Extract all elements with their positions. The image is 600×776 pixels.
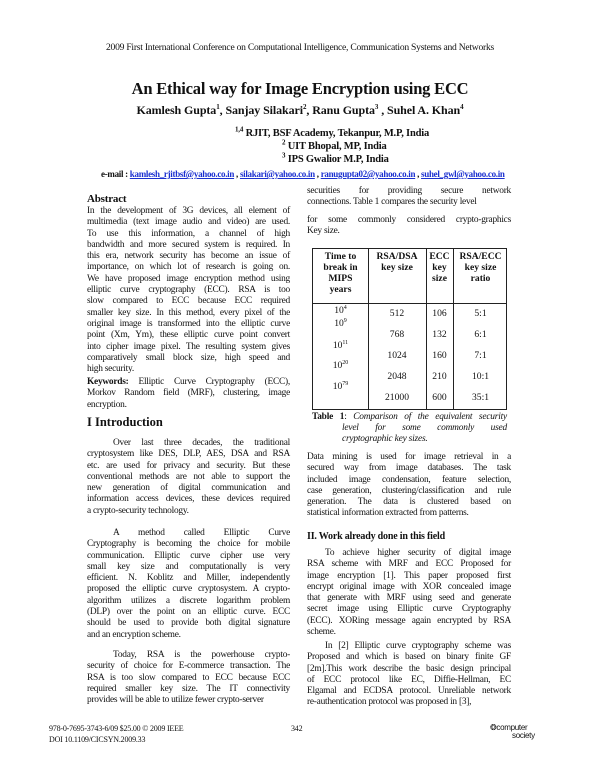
section-2-paragraph-2 bbox=[307, 641, 511, 709]
text-line: connections. Table 1 compares the security level bbox=[307, 197, 477, 208]
text-line: Key size. bbox=[307, 226, 340, 237]
table-cell: 6:1 bbox=[474, 329, 487, 340]
affiliation-text: UIT Bhopal, MP, India bbox=[287, 141, 387, 152]
text-line: generation. The data is clustered based on bbox=[307, 497, 511, 508]
text-line: for some commonly considered crypto-graphics bbox=[307, 215, 511, 225]
text-line: communication. Elliptic curve cipher use very bbox=[87, 550, 290, 561]
text-line: statistical information extracted from patterns. bbox=[307, 508, 469, 519]
table-cell: 7:1 bbox=[474, 350, 487, 361]
text-line: should be used to provide both digital signature bbox=[87, 618, 290, 629]
author-name: Kamlesh Gupta bbox=[136, 103, 217, 117]
table-cell-time: $10^4$ bbox=[334, 304, 347, 316]
computer-society-logo bbox=[490, 724, 535, 740]
text-line: re-authentication protocol was proposed in [3], bbox=[307, 697, 472, 708]
table-cell: 160 bbox=[432, 350, 447, 361]
text-line: small key size and computationally is very bbox=[87, 561, 290, 572]
affiliation-sup: 1,4 bbox=[235, 125, 244, 134]
text-line: algorithm utilizes a discrete logarithm problem bbox=[87, 595, 290, 606]
email-link[interactable]: kamlesh_rjitbsf@yahoo.co.in bbox=[129, 169, 235, 179]
affiliation-2 bbox=[282, 138, 387, 153]
conference-header: 2009 First International Conference on Computational Intelligence, Communication Systems and Networks bbox=[106, 42, 494, 53]
text-line: provides will be able to utilize fewer crypto-server bbox=[87, 695, 264, 706]
table-cell: 5:1 bbox=[474, 308, 487, 319]
author-list: Kamlesh Gupta$^1$, Sanjay Silakari$^2$, Ranu Gupta$^3$ , Suhel A. Khan$^4$ bbox=[136, 103, 464, 117]
abstract-heading: Abstract bbox=[87, 193, 127, 205]
text-line: image encryption [1]. This paper proposed first bbox=[307, 570, 511, 581]
table-header-cell: RSA/ECC key size ratio bbox=[459, 251, 502, 284]
text-line: To use this information, a channel of high bbox=[87, 228, 290, 239]
text-line: In the development of 3G devices, all element of bbox=[87, 206, 290, 216]
affiliation-sup: 3 bbox=[282, 151, 286, 160]
text-line: slow compared to ECC because ECC required bbox=[87, 296, 290, 307]
caption-label: Table 1 bbox=[312, 412, 345, 422]
table-header-cell: ECC key size bbox=[429, 251, 450, 284]
text-line: [2m].This work describe the basic design principal bbox=[307, 663, 511, 674]
abstract-text bbox=[87, 206, 290, 375]
table-cell: 512 bbox=[389, 308, 405, 319]
text-line: elliptic curve cryptography (ECC). RSA is too bbox=[87, 285, 290, 296]
caption-text: Comparison of the equivalent security bbox=[353, 412, 507, 422]
text-line: multimedia (text image audio and video) are used. bbox=[87, 217, 290, 228]
text-line: included image condensation, feature selection, bbox=[307, 474, 511, 485]
exponent: 20 bbox=[342, 359, 349, 366]
text-line: bandwidth and more secured system is required. In bbox=[87, 239, 290, 250]
intro-paragraph-1 bbox=[87, 438, 290, 517]
text-line: new generation of digital communication and bbox=[87, 483, 290, 494]
exponent: 11 bbox=[342, 339, 349, 346]
table-cell-time: $10^{79}$ bbox=[332, 380, 349, 392]
table-cell: 210 bbox=[432, 371, 447, 382]
text-line: comparatively small block size, high speed and bbox=[87, 352, 290, 363]
key-size-table bbox=[312, 248, 507, 410]
table-cell: 132 bbox=[432, 329, 447, 340]
caption-text: cryptographic key sizes. bbox=[342, 434, 428, 445]
text-line: a crypto-security technology. bbox=[87, 505, 189, 516]
text-line: scheme. bbox=[307, 627, 336, 638]
author-sup: 3 bbox=[374, 103, 379, 111]
section-2-heading: II. Work already done in this field bbox=[307, 531, 445, 542]
table-cell: 2048 bbox=[387, 371, 407, 382]
table-header-cell: Time to break in MIPS years bbox=[323, 251, 358, 295]
paper-title: An Ethical way for Image Encryption using ECC bbox=[131, 79, 469, 98]
text-line: original image is transformed into the elliptic curve bbox=[87, 318, 290, 329]
text-line: A method called Elliptic Curve bbox=[113, 528, 290, 538]
table-caption bbox=[312, 412, 507, 446]
text-line: required smaller key size. The IT connectivity bbox=[87, 683, 290, 694]
text-line: Data mining is used for image retrieval in a bbox=[307, 452, 511, 462]
caption-line: Table 1: Comparison of the equivalent security bbox=[312, 412, 507, 422]
text-line: into cipher image pixel. The resulting system gives bbox=[87, 341, 290, 352]
right-intro-1 bbox=[307, 186, 511, 209]
author-name: Suhel A. Khan bbox=[387, 103, 461, 117]
keywords-label: Keywords: bbox=[87, 377, 129, 387]
email-label: e-mail : bbox=[101, 169, 130, 179]
table-cell: 35:1 bbox=[471, 392, 490, 403]
intro-paragraph-3 bbox=[87, 650, 290, 706]
table-header-cell: RSA/DSA key size bbox=[376, 251, 418, 273]
text-line: In [2] Elliptic curve cryptography scheme was bbox=[325, 641, 511, 651]
author-sup: 2 bbox=[302, 103, 307, 111]
intro-paragraph-2 bbox=[87, 528, 290, 641]
text-line: encryption. bbox=[87, 399, 127, 410]
text-line: etc. are used for privacy and security. But these bbox=[87, 460, 290, 471]
text-line: Over last three decades, the traditional bbox=[113, 438, 290, 448]
text-line: (ECC). XORing message again encrypted by RSA bbox=[307, 615, 511, 626]
affiliation-1 bbox=[235, 125, 429, 140]
text-line: case generation, clustering/classification and rule bbox=[307, 485, 511, 496]
text-line: Cryptography is becoming the choice for mobile bbox=[87, 539, 290, 550]
text-line: secured way from image databases. The task bbox=[307, 463, 511, 474]
text-line: information access devices, these devices required bbox=[87, 494, 290, 505]
text-line: that generate with MRF using seed and generate bbox=[307, 593, 511, 604]
text-line: high security. bbox=[87, 364, 134, 375]
text-line: secret image using Elliptic curve Cryptography bbox=[307, 604, 511, 615]
text-line: of ECC protocol like EC, Diffie-Hellman, EC bbox=[307, 674, 511, 685]
author-sup: 4 bbox=[460, 103, 464, 111]
table-cell: 106 bbox=[432, 308, 447, 319]
caption-text: level for some commonly used bbox=[342, 423, 507, 434]
text-line: point (Xm, Ym), these elliptic curve point convert bbox=[87, 330, 290, 341]
text-line: RSA is too slow compared to ECC because ECC bbox=[87, 672, 290, 683]
text-line: We have proposed image encryption method using bbox=[87, 273, 290, 284]
exponent: 79 bbox=[342, 380, 349, 387]
text-line: cryptosystem like DES, DLP, AES, DSA and RSA bbox=[87, 449, 290, 460]
footer-doi: DOI 10.1109/CICSYN.2009.33 bbox=[49, 735, 146, 744]
author-sup: 1 bbox=[216, 103, 220, 111]
email-line: e-mail : kamlesh_rjitbsf@yahoo.co.in , silakari@yahoo.co.in , ranugupta02@yahoo.co.in , suhel_gwl@yahoo.co.in bbox=[101, 169, 505, 179]
text-line: Morkov Random field (MRF), clustering, image bbox=[87, 388, 290, 399]
text-line: conventional methods are not able to support the bbox=[87, 471, 290, 482]
text-line: Today, RSA is the powerhouse crypto- bbox=[113, 650, 290, 660]
table-cell: 600 bbox=[432, 392, 447, 403]
introduction-heading: I Introduction bbox=[87, 415, 163, 429]
logo-emblem-icon: ❂ bbox=[490, 723, 497, 732]
email-link[interactable]: ranugupta02@yahoo.co.in bbox=[320, 169, 416, 179]
page-number: 342 bbox=[291, 724, 303, 733]
text-line: smaller key size. In this method, every pixel of the bbox=[87, 307, 290, 318]
author-name: Ranu Gupta bbox=[312, 103, 375, 117]
table-cell-time: $10^9$ bbox=[334, 317, 347, 329]
right-intro-2 bbox=[307, 215, 511, 238]
text-line: Keywords: Elliptic Curve Cryptography (ECC), bbox=[87, 377, 290, 387]
affiliation-sup: 2 bbox=[282, 138, 286, 147]
text-line: security of choice for E-commerce transaction. The bbox=[87, 661, 290, 672]
text-line: (DLP) over the point on an elliptic curve. ECC bbox=[87, 607, 290, 618]
text-line: RSA scheme with MRF and ECC Proposed for bbox=[307, 559, 511, 570]
table-cell: 768 bbox=[389, 329, 405, 340]
text-line: Elgamal and ECDSA protocol. Unreliable network bbox=[307, 686, 511, 697]
table-cell-time: $10^{11}$ bbox=[332, 339, 349, 351]
email-link[interactable]: silakari@yahoo.co.in bbox=[239, 169, 315, 179]
text-line: importance, on which lot of research is going on. bbox=[87, 262, 290, 273]
table-cell: 1024 bbox=[387, 350, 407, 361]
data-mining-paragraph bbox=[307, 452, 511, 520]
table-cell: 10:1 bbox=[471, 371, 490, 382]
caption-line bbox=[312, 423, 507, 434]
author-name: Sanjay Silakari bbox=[225, 103, 303, 117]
table-cell: 21000 bbox=[385, 392, 409, 403]
text-line: efficient. N. Koblitz and Miller, independently bbox=[87, 573, 290, 584]
logo-text-1: computer bbox=[496, 723, 528, 732]
text-line: proposed the elliptic curve cryptosystem. A crypto- bbox=[87, 584, 290, 595]
logo-text-2: society bbox=[512, 731, 535, 740]
email-link[interactable]: suhel_gwl@yahoo.co.in bbox=[421, 169, 505, 179]
table-header-divider bbox=[313, 303, 506, 304]
text-line: and an encryption scheme. bbox=[87, 629, 181, 640]
caption-line bbox=[312, 434, 507, 445]
affiliation-text: IPS Gwalior M.P, India bbox=[287, 154, 389, 165]
affiliation-3 bbox=[282, 151, 389, 166]
text-line: encrypt original image with XOR concealed image bbox=[307, 581, 511, 592]
table-cell-time: $10^{20}$ bbox=[332, 359, 349, 371]
footer-isbn: 978-0-7695-3743-6/09 $25.00 © 2009 IEEE bbox=[49, 724, 184, 733]
text-line: Proposed and which is based on binary finite GF bbox=[307, 652, 511, 663]
text-line: this era, network security has become an issue of bbox=[87, 251, 290, 262]
text-line: securities for providing secure network bbox=[307, 186, 511, 196]
exponent: 4 bbox=[343, 304, 347, 311]
keywords bbox=[87, 377, 290, 411]
text-line: To achieve higher security of digital image bbox=[325, 548, 511, 558]
section-2-paragraph-1 bbox=[307, 548, 511, 638]
exponent: 9 bbox=[343, 317, 347, 324]
affiliation-text: RJIT, BSF Academy, Tekanpur, M.P, India bbox=[245, 128, 429, 139]
